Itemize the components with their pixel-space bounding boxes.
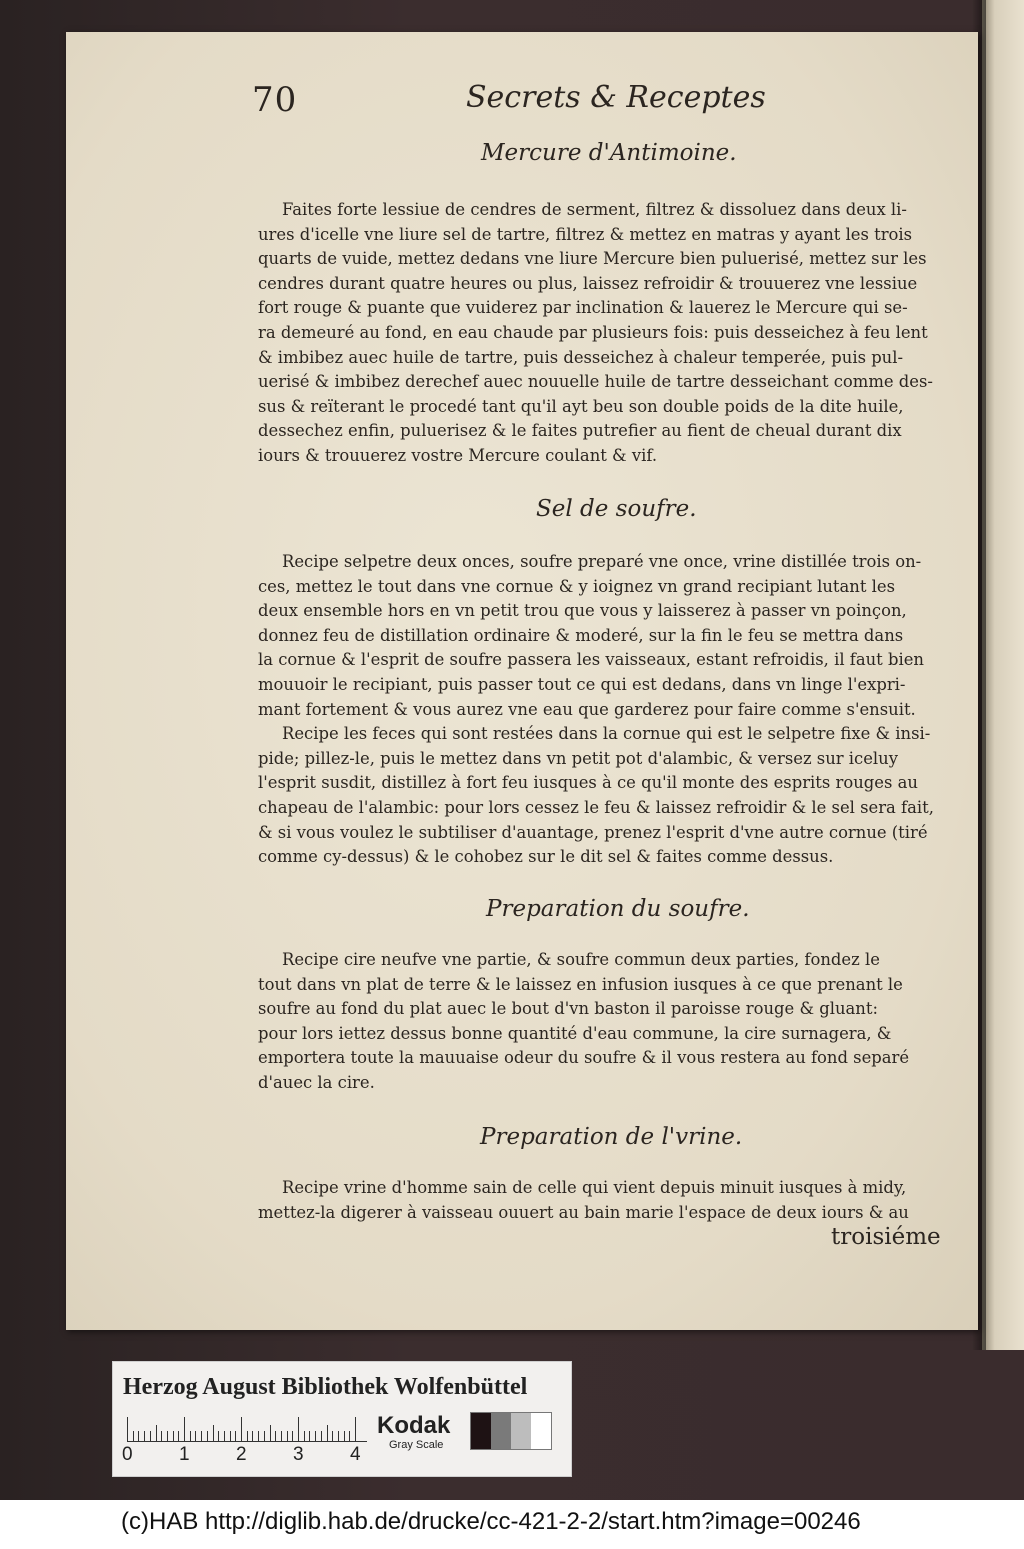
text-line: & imbibez auec huile de tartre, puis desseichez à chaleur temperée, puis pul- — [258, 347, 904, 367]
ruler-tick — [218, 1431, 219, 1441]
text-line: Recipe vrine d'homme sain de celle qui vient depuis minuit iusques à midy, — [282, 1178, 907, 1197]
text-line: mettez-la digerer à vaisseau ouuert au bain marie l'espace de deux iours & au — [258, 1202, 909, 1222]
ruler-tick — [173, 1431, 174, 1441]
ruler-tick — [344, 1431, 345, 1441]
ruler-tick — [184, 1417, 185, 1441]
ruler-tick — [190, 1431, 191, 1441]
ruler-label: 0 — [122, 1444, 133, 1465]
ruler-tick — [207, 1431, 208, 1441]
gray-swatch — [531, 1413, 551, 1449]
ruler-tick — [327, 1425, 328, 1441]
running-title: Secrets & Receptes — [466, 80, 766, 115]
text-line: la cornue & l'esprit de soufre passera les vaisseaux, estant refroidis, il faut bien — [258, 650, 924, 670]
copyright-url: (c)HAB http://diglib.hab.de/drucke/cc-421-2-2/start.htm?image=00246 — [121, 1508, 861, 1535]
ruler-tick — [264, 1431, 265, 1441]
ruler-label: 4 — [350, 1444, 361, 1465]
ruler-tick — [127, 1417, 128, 1441]
library-name: Herzog August Bibliothek Wolfenbüttel — [123, 1374, 528, 1400]
ruler-tick — [315, 1431, 316, 1441]
footer-bar — [0, 1500, 1024, 1549]
ruler-label: 2 — [236, 1444, 247, 1465]
text-line: sus & reïterant le procedé tant qu'il ayt beu son double poids de la dite huile, — [258, 396, 904, 416]
ruler-tick — [138, 1431, 139, 1441]
gray-swatch — [511, 1413, 531, 1449]
section-title-sel-de-soufre: Sel de soufre. — [536, 496, 697, 522]
ruler-tick — [338, 1431, 339, 1441]
ruler-tick — [144, 1431, 145, 1441]
ruler-tick — [213, 1425, 214, 1441]
ruler-label: 1 — [179, 1444, 190, 1465]
text-line: pide; pillez-le, puis le mettez dans vn petit pot d'alambic, & versez sur iceluy — [258, 748, 898, 768]
text-line: mant fortement & vous aurez vne eau que garderez pour faire comme s'ensuit. — [258, 699, 916, 719]
ruler-tick — [258, 1431, 259, 1441]
ruler-tick — [275, 1431, 276, 1441]
ruler-tick — [349, 1431, 350, 1441]
text-line: Recipe cire neufve vne partie, & soufre commun deux parties, fondez le — [282, 950, 880, 969]
text-line: donnez feu de distillation ordinaire & moderé, sur la fin le feu se mettra dans — [258, 625, 904, 645]
text-line: quarts de vuide, mettez dedans vne liure Mercure bien puluerisé, mettez sur les — [258, 249, 927, 269]
ruler-tick — [252, 1431, 253, 1441]
gray-scale-label: Gray Scale — [389, 1439, 444, 1451]
ruler-tick — [298, 1417, 299, 1441]
text-line: emportera toute la mauuaise odeur du soufre & il vous restera au fond separé — [258, 1048, 910, 1068]
catchword: troisiéme — [831, 1224, 941, 1250]
ruler-tick — [270, 1425, 271, 1441]
ruler-tick — [230, 1431, 231, 1441]
ruler-tick — [224, 1431, 225, 1441]
text-line: chapeau de l'alambic: pour lors cessez le feu & laissez refroidir & le sel sera fait, — [258, 797, 934, 817]
text-line: iours & trouuerez vostre Mercure coulant & vif. — [258, 445, 658, 465]
facing-page-edge — [982, 0, 1024, 1350]
text-line: pour lors iettez dessus bonne quantité d'eau commune, la cire surnagera, & — [258, 1023, 892, 1043]
book-page — [66, 32, 978, 1330]
text-line: ra demeuré au fond, en eau chaude par plusieurs fois: puis desseichez à feu lent — [258, 322, 928, 342]
ruler-tick — [156, 1425, 157, 1441]
ruler-tick — [195, 1431, 196, 1441]
ruler-tick — [133, 1431, 134, 1441]
ruler-tick — [304, 1431, 305, 1441]
text-line: comme cy-dessus) & le cohobez sur le dit sel & faites comme dessus. — [258, 847, 834, 867]
page-header — [252, 80, 766, 130]
ruler-tick — [167, 1431, 168, 1441]
gray-swatch — [471, 1413, 491, 1449]
text-line: d'auec la cire. — [258, 1072, 375, 1092]
ruler-tick — [178, 1431, 179, 1441]
text-line: ces, mettez le tout dans vne cornue & y ioignez vn grand recipiant lutant les — [258, 576, 895, 596]
text-line: Recipe les feces qui sont restées dans la cornue qui est le selpetre fixe & insi- — [282, 724, 931, 744]
text-line: l'esprit susdit, distillez à fort feu iusques à ce qu'il monte des esprits rouges au — [258, 773, 918, 793]
text-line: soufre au fond du plat auec le bout d'vn baston il paroisse rouge & gluant: — [258, 999, 878, 1019]
text-line: uerisé & imbibez derechef auec nouuelle huile de tartre desseichant comme des- — [258, 372, 933, 392]
text-line: deux ensemble hors en vn petit trou que vous y laisserez à passer vn poinçon, — [258, 601, 907, 621]
ruler-tick — [247, 1431, 248, 1441]
section-body-sel-de-soufre — [258, 550, 948, 870]
text-line: mouuoir le recipiant, puis passer tout ce qui est dedans, dans vn linge l'expri- — [258, 674, 906, 694]
ruler-labels — [122, 1444, 382, 1468]
ruler-tick — [332, 1431, 333, 1441]
ruler-tick — [355, 1417, 356, 1441]
ruler-tick — [201, 1431, 202, 1441]
section-body-mercure — [258, 198, 948, 469]
color-scale-target — [112, 1361, 572, 1477]
gray-scale-swatches — [470, 1412, 552, 1450]
section-title-mercure: Mercure d'Antimoine. — [481, 140, 737, 166]
text-line: Recipe selpetre deux onces, soufre preparé vne once, vrine distillée trois on- — [282, 552, 922, 571]
gray-swatch — [491, 1413, 511, 1449]
ruler-tick — [281, 1431, 282, 1441]
text-line: cendres durant quatre heures ou plus, laissez refroidir & trouuerez vne lessiue — [258, 273, 918, 293]
ruler-tick — [321, 1431, 322, 1441]
text-line: & si vous voulez le subtiliser d'auantage, prenez l'esprit d'vne autre cornue (tiré — [258, 822, 928, 842]
text-line: ures d'icelle vne liure sel de tartre, filtrez & mettez en matras y ayant les trois — [258, 224, 913, 244]
ruler-tick — [161, 1431, 162, 1441]
ruler-tick — [241, 1417, 242, 1441]
scale-ruler — [127, 1417, 367, 1442]
section-body-preparation-vrine — [258, 1176, 948, 1225]
page-number: 70 — [252, 80, 298, 120]
section-title-preparation-soufre: Preparation du soufre. — [486, 896, 750, 922]
ruler-tick — [292, 1431, 293, 1441]
kodak-logo: Kodak — [377, 1412, 451, 1439]
text-line: tout dans vn plat de terre & le laissez en infusion iusques à ce que prenant le — [258, 974, 903, 994]
text-line: Faites forte lessiue de cendres de serment, filtrez & dissoluez dans deux li- — [282, 200, 907, 219]
section-body-preparation-soufre — [258, 948, 948, 1096]
text-line: dessechez enfin, puluerisez & le faites putrefier au fient de cheual durant dix — [258, 421, 902, 441]
ruler-tick — [235, 1431, 236, 1441]
ruler-tick — [309, 1431, 310, 1441]
section-title-preparation-vrine: Preparation de l'vrine. — [480, 1124, 743, 1150]
text-line: fort rouge & puante que vuiderez par inclination & lauerez le Mercure qui se- — [258, 298, 908, 318]
ruler-label: 3 — [293, 1444, 304, 1465]
ruler-tick — [287, 1431, 288, 1441]
ruler-tick — [150, 1431, 151, 1441]
